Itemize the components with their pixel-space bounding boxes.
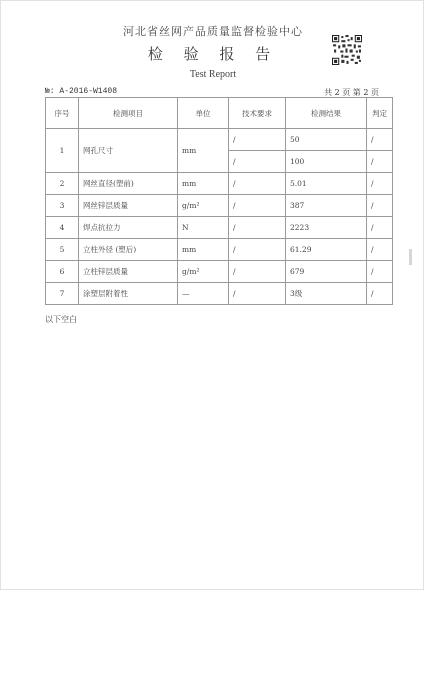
row-judge: / [367,217,393,239]
row-unit: mm [178,239,229,261]
row-judge: / [367,173,393,195]
row-judge: / [367,239,393,261]
row-no: 6 [46,261,79,283]
row-spec: / [229,217,286,239]
table-row [46,239,393,261]
row-result: 100 [286,151,367,173]
row-unit: mm [178,129,229,173]
row-judge: / [367,151,393,173]
organization-name: 河北省丝网产品质量监督检验中心 [123,25,303,38]
row-item: 立柱锌层质量 [79,261,178,283]
row-judge: / [367,129,393,151]
header-result: 检测结果 [286,98,367,129]
row-result: 387 [286,195,367,217]
report-subtitle: Test Report [189,69,237,80]
row-unit: g/m² [178,195,229,217]
row-no: 1 [46,129,79,173]
row-spec: / [229,195,286,217]
row-item: 立柱外径 (塑后) [79,239,178,261]
row-unit: mm [178,173,229,195]
page-info: 共 2 页 第 2 页 [324,88,379,97]
report-title: 检 验 报 告 [147,45,279,63]
row-no: 7 [46,283,79,305]
row-item: 网孔尺寸 [79,129,178,173]
row-result: 5.01 [286,173,367,195]
row-result: 50 [286,129,367,151]
header-no: 序号 [46,98,79,129]
row-judge: / [367,283,393,305]
header-judge: 判定 [367,98,393,129]
row-no: 4 [46,217,79,239]
row-no: 3 [46,195,79,217]
scan-mark [409,249,412,265]
row-no: 5 [46,239,79,261]
row-spec: / [229,261,286,283]
row-result: 2223 [286,217,367,239]
table-row [46,217,393,239]
blank-below-note: 以下空白 [45,315,77,324]
report-number: №: A-2016-W1408 [45,87,118,96]
table-row [46,261,393,283]
table-row [46,129,393,151]
row-unit: g/m² [178,261,229,283]
row-spec: / [229,129,286,151]
row-item: 网丝直径(塑前) [79,173,178,195]
row-unit: N [178,217,229,239]
row-judge: / [367,261,393,283]
row-spec: / [229,151,286,173]
table-row [46,195,393,217]
row-spec: / [229,173,286,195]
row-result: 61.29 [286,239,367,261]
row-item: 网丝锌层质量 [79,195,178,217]
results-table [45,97,393,305]
table-header-row [46,98,393,129]
header-unit: 单位 [178,98,229,129]
row-result: 3级 [286,283,367,305]
row-spec: / [229,239,286,261]
row-unit: — [178,283,229,305]
row-result: 679 [286,261,367,283]
header-item: 检测项目 [79,98,178,129]
row-item: 焊点抗拉力 [79,217,178,239]
header-spec: 技术要求 [229,98,286,129]
table-row [46,283,393,305]
row-judge: / [367,195,393,217]
row-spec: / [229,283,286,305]
row-no: 2 [46,173,79,195]
table-row [46,173,393,195]
row-item: 涂塑层附着性 [79,283,178,305]
qr-code-icon [332,35,362,65]
